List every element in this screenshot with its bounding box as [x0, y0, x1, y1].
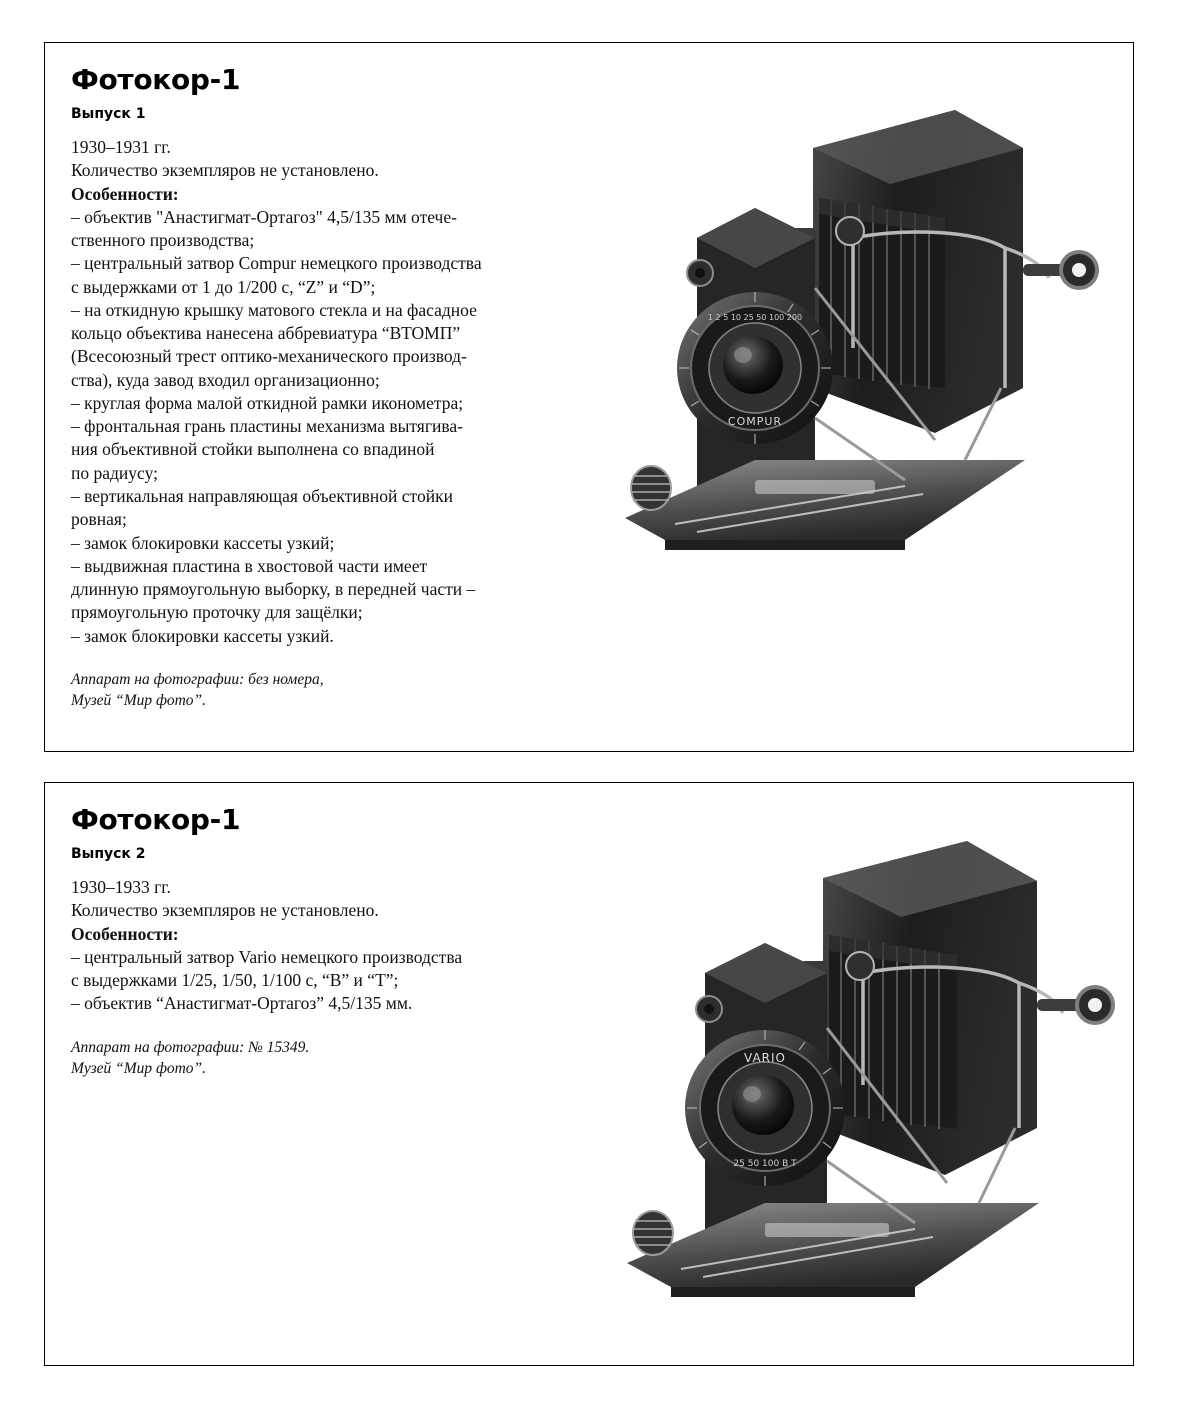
svg-text:1 2 5 10 25 50 100 200: 1 2 5 10 25 50 100 200: [707, 313, 803, 322]
entry-1-years: 1930–1931 гг.: [71, 137, 171, 157]
entry-1-feature-line: с выдержками от 1 до 1/200 с, “Z” и “D”;: [71, 276, 376, 297]
entry-1-feature-line: – объектив "Анастигмат-Ортагоз" 4,5/135 мм отече-: [71, 206, 457, 227]
entry-1-feature-line: – круглая форма малой откидной рамки иконометра;: [71, 392, 464, 413]
entry-2-quantity: Количество экземпляров не установлено.: [71, 900, 379, 921]
entry-1-feature-line: – фронтальная грань пластины механизма вытягива-: [71, 416, 463, 437]
entry-2-subtitle: Выпуск 2: [71, 846, 146, 862]
entry-1-feature-line: ства), куда завод входил организационно;: [71, 369, 380, 390]
catalog-entry-1: [44, 42, 1134, 752]
entry-2-credit-line: Музей “Мир фото”.: [71, 1059, 207, 1077]
entry-1-features-label: Особенности:: [71, 183, 179, 204]
entry-1-credit-line: Музей “Мир фото”.: [71, 691, 207, 709]
svg-text:25 50 100 B T: 25 50 100 B T: [733, 1159, 797, 1169]
entry-1-camera-photo: [605, 88, 1105, 558]
entry-1-feature-line: – центральный затвор Compur немецкого производства: [71, 253, 482, 274]
entry-1-feature-line: – замок блокировки кассеты узкий.: [71, 625, 334, 646]
entry-1-feature-line: – выдвижная пластина в хвостовой части имеет: [71, 555, 428, 576]
svg-text:VARIO: VARIO: [744, 1051, 786, 1065]
entry-1-feature-line: по радиусу;: [71, 462, 158, 483]
entry-1-feature-line: (Всесоюзный трест оптико-механического производ-: [71, 346, 467, 367]
entry-2-years: 1930–1933 гг.: [71, 877, 171, 897]
catalog-entry-2: [44, 782, 1134, 1366]
entry-2-feature-line: – объектив “Анастигмат-Ортагоз” 4,5/135 мм.: [71, 993, 413, 1014]
entry-1-feature-line: ровная;: [71, 509, 127, 530]
entry-1-feature-line: – на откидную крышку матового стекла и на фасадное: [71, 299, 477, 320]
entry-2-text-column: [71, 803, 611, 1079]
entry-2-features-label: Особенности:: [71, 923, 179, 944]
svg-text:COMPUR: COMPUR: [727, 415, 783, 428]
entry-1-feature-line: – вертикальная направляющая объективной стойки: [71, 485, 453, 506]
entry-2-camera-photo: [605, 823, 1125, 1323]
entry-1-feature-line: ния объективной стойки выполнена со впадиной: [71, 439, 435, 460]
entry-1-subtitle: Выпуск 1: [71, 106, 146, 122]
entry-1-credit-line: Аппарат на фотографии: без номера,: [71, 670, 324, 688]
entry-2-feature-line: – центральный затвор Vario немецкого производства: [71, 946, 463, 967]
entry-2-credit-line: Аппарат на фотографии: № 15349.: [71, 1038, 310, 1056]
entry-1-feature-line: – замок блокировки кассеты узкий;: [71, 532, 335, 553]
entry-1-text-column: [71, 63, 611, 712]
entry-1-feature-line: кольцо объектива нанесена аббревиатура “ВТОМП”: [71, 323, 461, 344]
entry-1-quantity: Количество экземпляров не установлено.: [71, 160, 379, 181]
entry-2-title: Фотокор-1: [71, 803, 241, 836]
entry-1-feature-line: ственного производства;: [71, 230, 255, 251]
entry-1-feature-line: прямоугольную проточку для защёлки;: [71, 602, 363, 623]
entry-1-title: Фотокор-1: [71, 63, 241, 96]
entry-1-feature-line: длинную прямоугольную выборку, в передней части –: [71, 579, 476, 600]
entry-2-feature-line: с выдержками 1/25, 1/50, 1/100 с, “B” и “T”;: [71, 970, 399, 991]
